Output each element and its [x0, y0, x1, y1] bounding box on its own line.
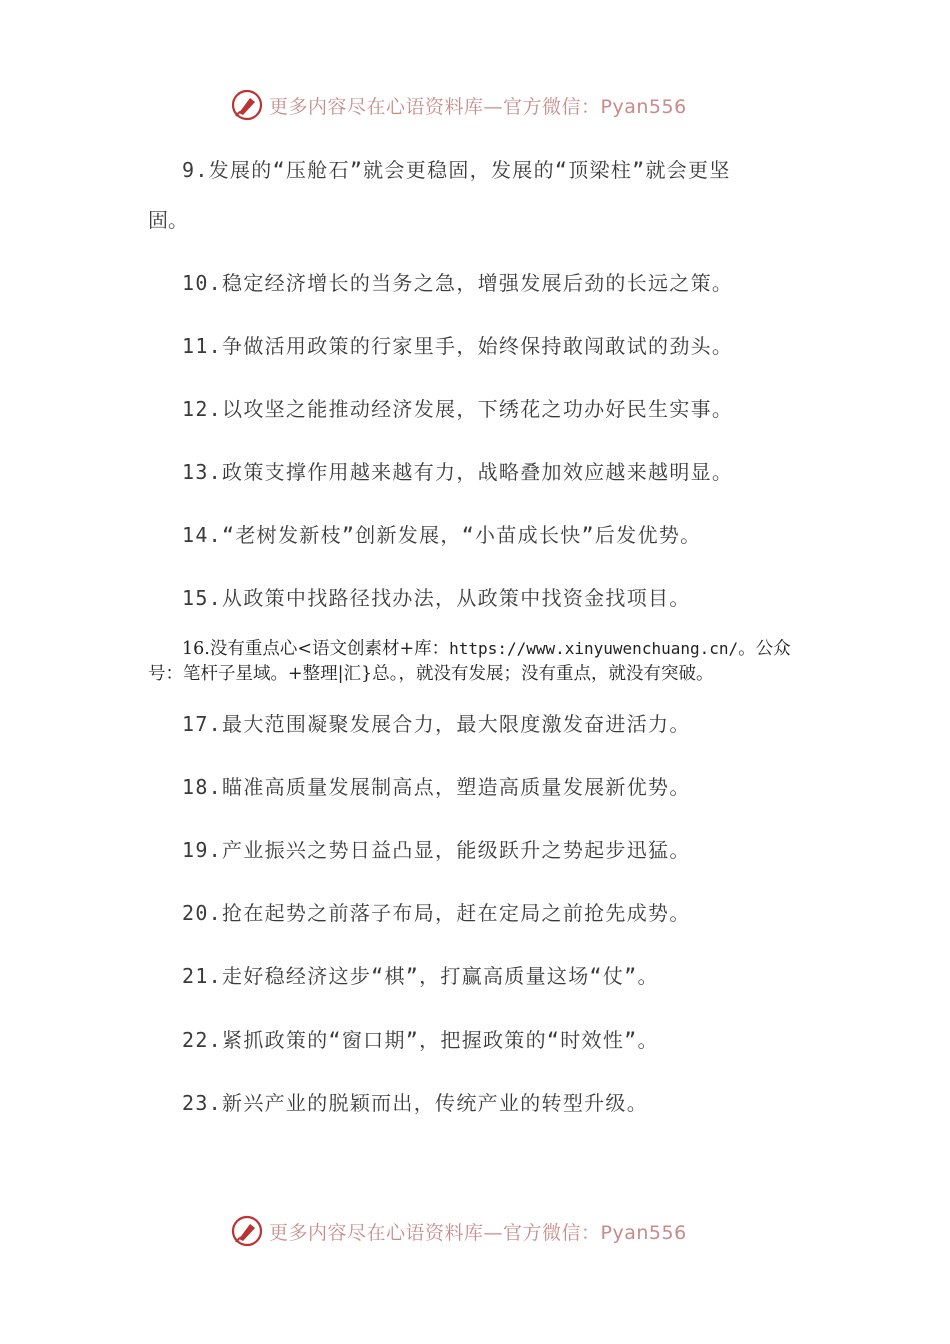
- list-item: 13.政策支撑作用越来越有力，战略叠加效应越来越明显。: [182, 460, 734, 484]
- list-item-16-line1: 16.没有重点心<语文创素材+库：https://www.xinyuwenchuang.cn/。公众: [182, 639, 791, 659]
- list-item: 12.以攻坚之能推动经济发展，下绣花之功办好民生实事。: [182, 397, 734, 421]
- list-item: 10.稳定经济增长的当务之急，增强发展后劲的长远之策。: [182, 271, 734, 295]
- list-item-9-line1: 9.发展的“压舱石”就会更稳固，发展的“顶梁柱”就会更坚: [182, 158, 731, 182]
- header-wechat-id: Pyan556: [600, 95, 687, 118]
- list-item-16-line2: 号：笔杆子星域。+整理|汇}总。，就没有发展；没有重点，就没有突破。: [148, 664, 714, 684]
- list-item: 11.争做活用政策的行家里手，始终保持敢闯敢试的劲头。: [182, 334, 734, 358]
- list-item: 18.瞄准高质量发展制高点，塑造高质量发展新优势。: [182, 775, 691, 799]
- pen-nib-icon: [229, 87, 265, 123]
- list-item: 22.紧抓政策的“窗口期”，把握政策的“时效性”。: [182, 1028, 659, 1052]
- list-item: 17.最大范围凝聚发展合力，最大限度激发奋进活力。: [182, 712, 691, 736]
- list-item: 23.新兴产业的脱颖而出，传统产业的转型升级。: [182, 1091, 649, 1115]
- list-item: 21.走好稳经济这步“棋”，打赢高质量这场“仗”。: [182, 964, 659, 988]
- list-item-9-line2: 固。: [148, 208, 188, 232]
- list-item: 19.产业振兴之势日益凸显，能级跃升之势起步迅猛。: [182, 838, 691, 862]
- list-item: 20.抢在起势之前落子布局，赶在定局之前抢先成势。: [182, 901, 691, 925]
- list-item: 15.从政策中找路径找办法，从政策中找资金找项目。: [182, 586, 691, 610]
- footer-wechat-id: Pyan556: [600, 1221, 687, 1244]
- list-item: 14.“老树发新枝”创新发展，“小苗成长快”后发优势。: [182, 523, 702, 547]
- watermark-url: https://www.xinyuwenchuang.cn/: [449, 639, 739, 658]
- footer-banner: [229, 1211, 687, 1251]
- header-banner-text: 更多内容尽在心语资料库—官方微信：Pyan556: [269, 95, 687, 118]
- footer-banner-text: 更多内容尽在心语资料库—官方微信：Pyan556: [269, 1221, 687, 1244]
- header-banner: [229, 85, 687, 125]
- pen-nib-icon: [229, 1213, 265, 1249]
